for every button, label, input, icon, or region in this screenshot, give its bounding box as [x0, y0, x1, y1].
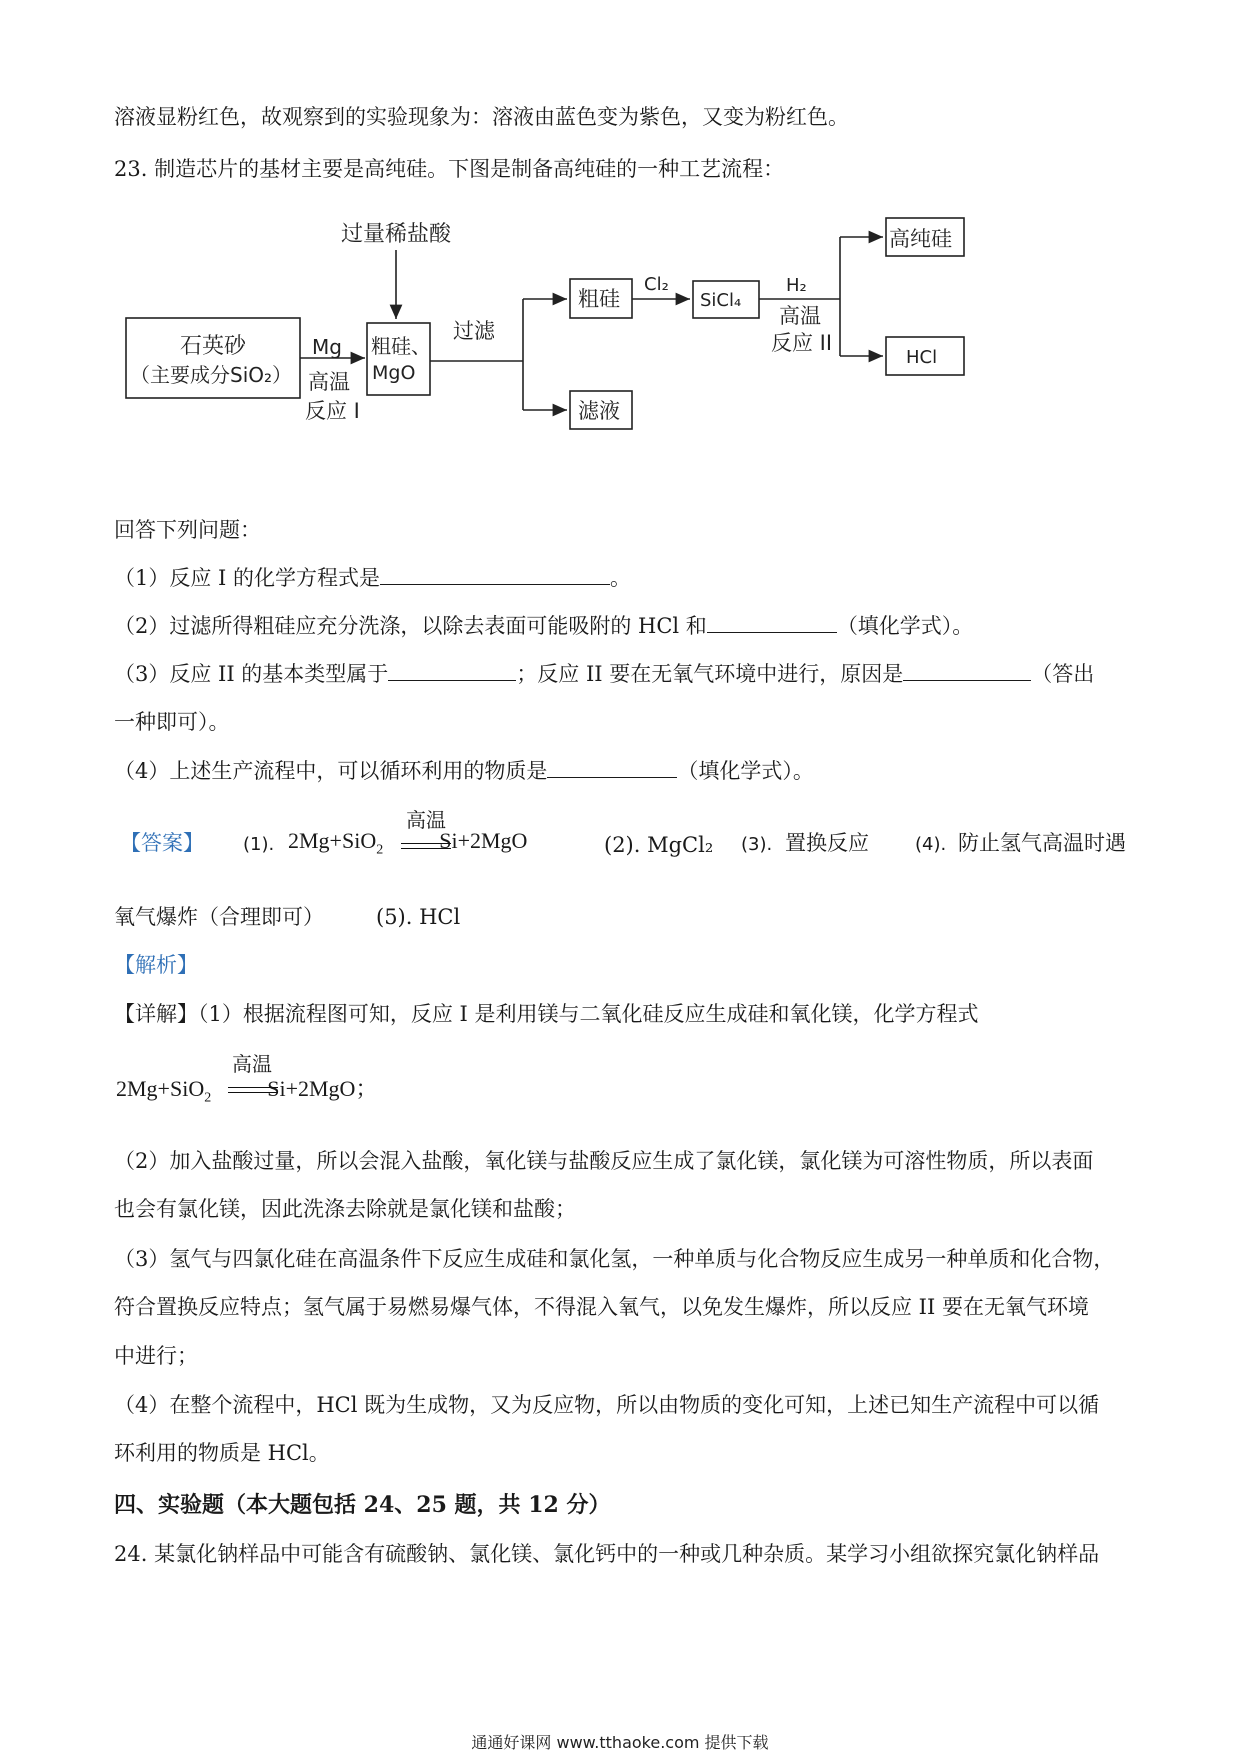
detail-para-3b: 符合置换反应特点；氢气属于易燃易爆气体，不得混入氧气，以免发生爆炸，所以反应 II 要在无氧气环境 [114, 1295, 1089, 1319]
label-excess-hcl: 过量稀盐酸 [341, 222, 452, 247]
condition-high-temp-2: 高温 [232, 1052, 272, 1076]
question-24-stem: 24. 某氯化钠样品中可能含有硫酸钠、氯化镁、氯化钙中的一种或几种杂质。某学习小组欲探究氯化钠样品 [114, 1542, 1100, 1566]
answer-1-number: (1). [243, 834, 275, 855]
question-23-stem: 23. 制造芯片的基材主要是高纯硅。下图是制备高纯硅的一种工艺流程： [114, 157, 785, 181]
answer-2: (2). MgCl₂ [604, 833, 714, 857]
label-quartz-sand: 石英砂 [180, 334, 247, 359]
process-flow-diagram [0, 0, 1240, 450]
label-mg: Mg [312, 335, 342, 359]
label-crude-si-comma: 粗硅、 [371, 334, 431, 358]
answer-blank-4[interactable] [547, 757, 677, 778]
answer-blank-2[interactable] [707, 612, 837, 633]
detail-para-2b: 也会有氯化镁，因此洗涤去除就是氯化镁和盐酸； [114, 1197, 576, 1221]
label-h2: H₂ [786, 275, 807, 296]
answer-4: 防止氢气高温时遇 [958, 831, 1126, 855]
label-crude-si: 粗硅 [578, 287, 620, 311]
label-filtration: 过滤 [453, 319, 495, 343]
detail-para-2a: （2）加入盐酸过量，所以会混入盐酸，氧化镁与盐酸反应生成了氯化镁，氯化镁为可溶性物质，所以表面 [114, 1149, 1094, 1173]
answer-5: (5). HCl [376, 905, 461, 929]
label-mgo: MgO [372, 362, 416, 384]
question-2: （2）过滤所得粗硅应充分洗涤，以除去表面可能吸附的 HCl 和 （填化学式）。 [114, 614, 974, 638]
answer-blank-3b[interactable] [903, 660, 1031, 681]
answer-intro: 回答下列问题： [114, 518, 261, 542]
page-footer: 通通好课网 www.tthaoke.com 提供下载 [471, 1733, 769, 1752]
answer-tag: 【答案】 [120, 831, 204, 855]
question-3-cont: 一种即可）。 [114, 710, 230, 734]
label-cl2: Cl₂ [644, 274, 669, 295]
label-high-temp-2: 高温 [779, 304, 821, 328]
detail-para-4a: （4）在整个流程中，HCl 既为生成物，又为反应物，所以由物质的变化可知，上述已知生产流程中可以循 [114, 1393, 1100, 1417]
label-filtrate: 滤液 [578, 399, 620, 423]
answer-4-number: (4). [915, 834, 947, 855]
detail-para-3c: 中进行； [114, 1344, 198, 1368]
label-high-temp-1: 高温 [308, 370, 350, 394]
answer-3-number: (3). [741, 834, 773, 855]
answer-3: 置换反应 [785, 831, 869, 855]
analysis-tag: 【解析】 [114, 953, 198, 977]
label-reaction-1: 反应 I [305, 399, 360, 423]
section-4-heading: 四、实验题（本大题包括 24、25 题，共 12 分） [114, 1492, 611, 1518]
label-sicl4: SiCl₄ [700, 290, 742, 311]
detail-para-1: 【详解】（1）根据流程图可知，反应 I 是利用镁与二氧化硅反应生成硅和氧化镁，化学方程式 [114, 1002, 979, 1026]
detail-para-3a: （3）氢气与四氯化硅在高温条件下反应生成硅和氯化氢，一种单质与化合物反应生成另一种单质和化合物， [114, 1247, 1115, 1271]
label-hcl: HCl [906, 347, 938, 368]
label-reaction-2: 反应 II [771, 331, 833, 355]
answer-blank-3a[interactable] [388, 660, 516, 681]
equals-bar-2 [228, 1087, 278, 1093]
question-4: （4）上述生产流程中，可以循环利用的物质是 （填化学式）。 [114, 759, 814, 783]
top-line: 溶液显粉红色，故观察到的实验现象为：溶液由蓝色变为紫色，又变为粉红色。 [114, 105, 849, 129]
equation-analysis: 2Mg+SiO$_2$ Si+2MgO； 高温 [116, 1072, 416, 1102]
equals-bar [401, 843, 451, 849]
label-main-component: （主要成分SiO₂） [130, 363, 293, 387]
equation-answer: 2Mg+SiO$_2$ Si+2MgO 高温 [288, 828, 568, 858]
question-1: （1）反应 I 的化学方程式是 。 [114, 566, 632, 590]
answer-blank-1[interactable] [380, 564, 610, 585]
detail-para-4b: 环利用的物质是 HCl。 [114, 1441, 330, 1465]
question-3: （3）反应 II 的基本类型属于 ；反应 II 要在无氧气环境中进行，原因是 （答出 [114, 662, 1095, 686]
answer-4-cont: 氧气爆炸（合理即可） [114, 905, 324, 929]
label-pure-si: 高纯硅 [889, 227, 952, 251]
condition-high-temp: 高温 [406, 808, 446, 832]
